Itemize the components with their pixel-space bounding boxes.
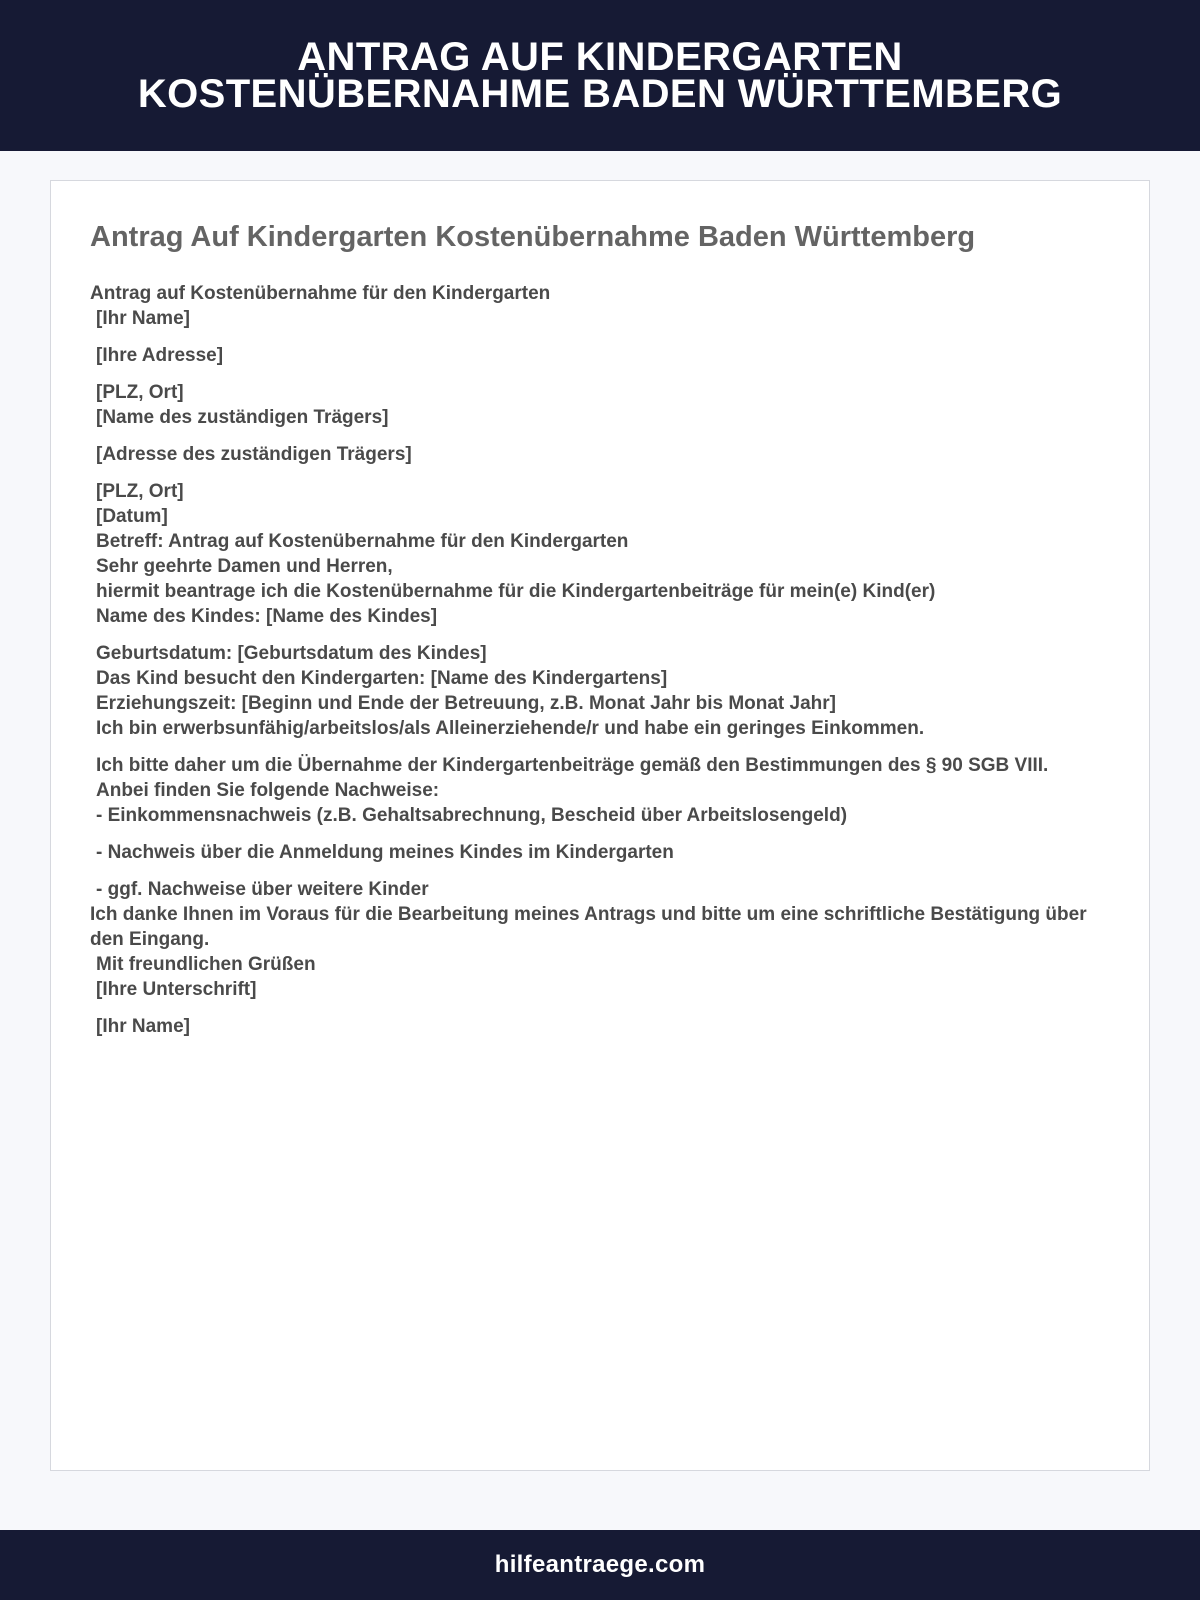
recipient-name-placeholder: [Name des zuständigen Trägers] [96, 407, 389, 428]
kindergarten-name-field: Das Kind besucht den Kindergarten: [Name des Kindergartens] [96, 668, 668, 689]
recipient-address-placeholder: [Adresse des zuständigen Trägers] [96, 444, 412, 465]
page-footer [0, 1530, 1200, 1600]
subject-line: Betreff: Antrag auf Kostenübernahme für den Kindergarten [96, 531, 629, 552]
header-title-line-1: ANTRAG AUF KINDERGARTEN [297, 34, 903, 79]
request-sentence: hiermit beantrage ich die Kostenübernahme für die Kindergartenbeiträge für mein(e) Kind(er) [96, 581, 936, 602]
attachment-item-siblings: - ggf. Nachweise über weitere Kinder [96, 879, 429, 900]
closing-thanks: Ich danke Ihnen im Voraus für die Bearbeitung meines Antrags und bitte um eine schriftliche Bestätigung über den Eingang. [90, 904, 1087, 950]
sender-city-placeholder: [PLZ, Ort] [96, 382, 184, 403]
income-statement: Ich bin erwerbsunfähig/arbeitslos/als Alleinerziehende/r und habe ein geringes Einkommen. [96, 718, 925, 739]
attachment-item-income: - Einkommensnachweis (z.B. Gehaltsabrechnung, Bescheid über Arbeitslosengeld) [96, 805, 848, 826]
care-period-field: Erziehungszeit: [Beginn und Ende der Betreuung, z.B. Monat Jahr bis Monat Jahr] [96, 693, 836, 714]
closing-greeting: Mit freundlichen Grüßen [96, 954, 316, 975]
child-name-field: Name des Kindes: [Name des Kindes] [96, 606, 438, 627]
salutation: Sehr geehrte Damen und Herren, [96, 556, 393, 577]
document-heading: Antrag Auf Kindergarten Kostenübernahme Baden Württemberg [90, 221, 976, 253]
attachments-intro: Anbei finden Sie folgende Nachweise: [96, 780, 440, 801]
document-card [50, 180, 1150, 1471]
recipient-city-placeholder: [PLZ, Ort] [96, 481, 184, 502]
footer-site-link[interactable]: hilfeantraege.com [494, 1551, 706, 1578]
signature-placeholder: [Ihre Unterschrift] [96, 979, 257, 1000]
signer-name-placeholder: [Ihr Name] [96, 1016, 190, 1037]
page-header-banner [0, 0, 1200, 151]
date-placeholder: [Datum] [96, 506, 168, 527]
header-title-line-2: KOSTENÜBERNAHME BADEN WÜRTTEMBERG [137, 71, 1063, 116]
letter-subject-intro: Antrag auf Kostenübernahme für den Kindergarten [90, 283, 551, 304]
attachment-item-registration: - Nachweis über die Anmeldung meines Kindes im Kindergarten [96, 842, 674, 863]
document-body [90, 281, 1115, 1039]
child-birthdate-field: Geburtsdatum: [Geburtsdatum des Kindes] [96, 643, 487, 664]
sender-name-placeholder: [Ihr Name] [96, 308, 190, 329]
legal-basis-sentence: Ich bitte daher um die Übernahme der Kindergartenbeiträge gemäß den Bestimmungen des § 90 SGB VIII. [96, 755, 1049, 776]
sender-address-placeholder: [Ihre Adresse] [96, 345, 224, 366]
